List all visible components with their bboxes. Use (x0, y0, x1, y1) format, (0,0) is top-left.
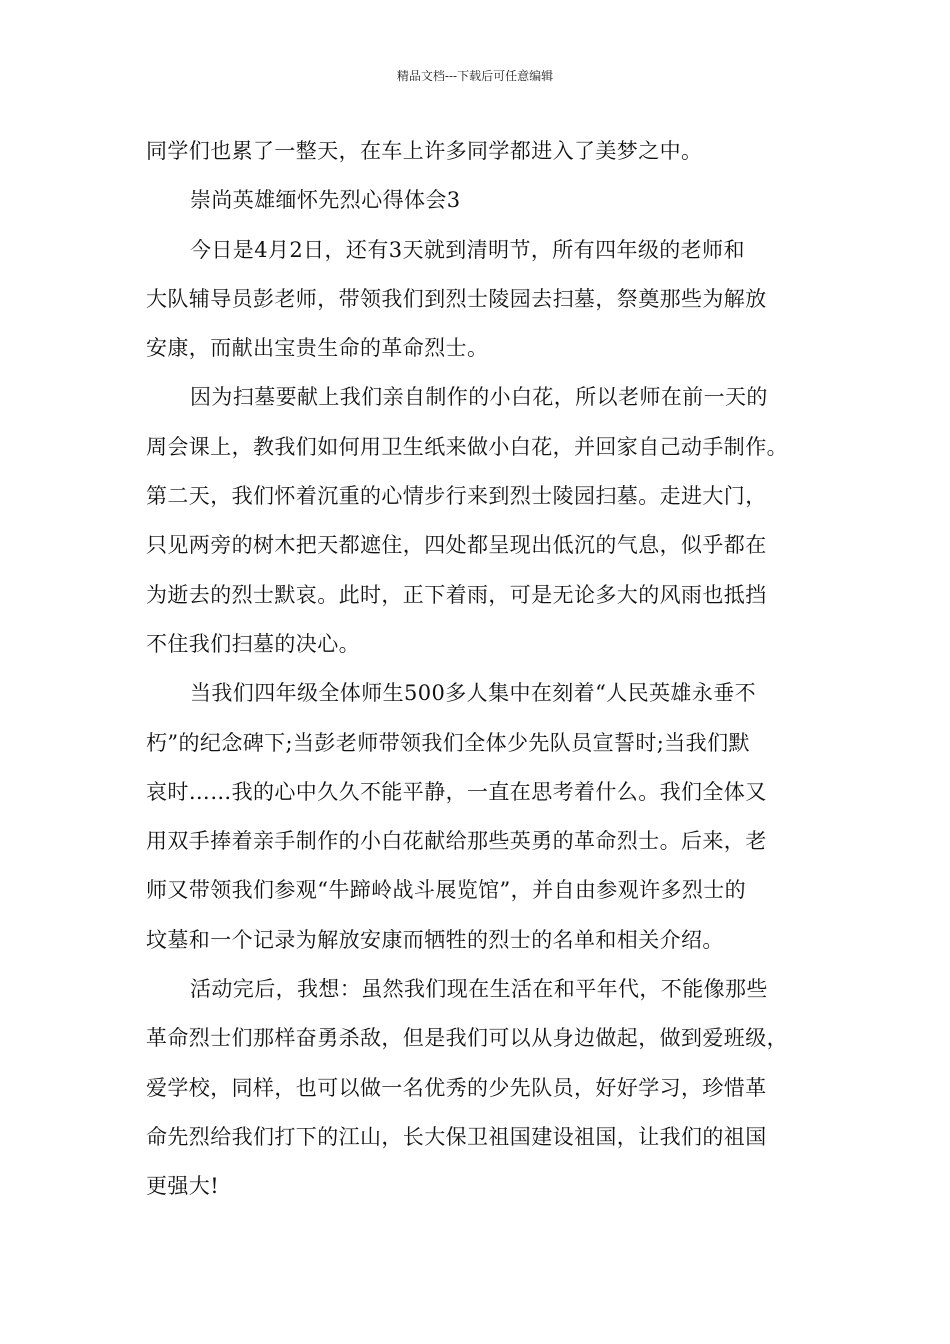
text-line: 命先烈给我们打下的江山，长大保卫祖国建设祖国，让我们的祖国 (146, 1124, 767, 1149)
text-line: 更强大! (146, 1174, 220, 1199)
text-line: 第二天，我们怀着沉重的心情步行来到烈士陵园扫墓。走进大门， (146, 484, 767, 509)
text-line: 活动完后，我想：虽然我们现在生活在和平年代，不能像那些 (190, 977, 768, 1002)
text-line: 今日是4月2日，还有3天就到清明节，所有四年级的老师和 (190, 237, 745, 262)
text-line: 革命烈士们那样奋勇杀敌，但是我们可以从身边做起，做到爱班级， (146, 1026, 788, 1051)
text-line: 坟墓和一个记录为解放安康而牺牲的烈士的名单和相关介绍。 (146, 927, 724, 952)
text-line: 因为扫墓要献上我们亲自制作的小白花，所以老师在前一天的 (190, 385, 768, 410)
text-line: 师又带领我们参观“牛蹄岭战斗展览馆”，并自由参观许多烈士的 (146, 878, 747, 903)
text-line: 朽”的纪念碑下;当彭老师带领我们全体少先队员宣誓时;当我们默 (146, 730, 750, 755)
text-line: 只见两旁的树木把天都遮住，四处都呈现出低沉的气息，似乎都在 (146, 533, 767, 558)
page-header: 精品文档---下载后可任意编辑 (396, 69, 554, 83)
text-line: 当我们四年级全体师生500多人集中在刻着“人民英雄永垂不 (190, 681, 757, 706)
document-body (146, 127, 820, 1212)
text-line: 安康，而献出宝贵生命的革命烈士。 (146, 336, 489, 361)
text-line: 哀时……我的心中久久不能平静，一直在思考着什么。我们全体又 (146, 779, 767, 804)
section-title: 崇尚英雄缅怀先烈心得体会3 (190, 188, 461, 213)
text-line: 不住我们扫墓的决心。 (146, 631, 360, 656)
text-line: 同学们也累了一整天，在车上许多同学都进入了美梦之中。 (146, 139, 703, 163)
text-line: 为逝去的烈士默哀。此时，正下着雨，可是无论多大的风雨也抵挡 (146, 582, 767, 607)
text-line: 用双手捧着亲手制作的小白花献给那些英勇的革命烈士。后来，老 (146, 829, 767, 854)
text-line: 爱学校，同样，也可以做一名优秀的少先队员，好好学习，珍惜革 (146, 1075, 767, 1100)
text-line: 大队辅导员彭老师，带领我们到烈士陵园去扫墓，祭奠那些为解放 (146, 286, 767, 311)
text-line: 周会课上，教我们如何用卫生纸来做小白花，并回家自己动手制作。 (146, 434, 788, 459)
